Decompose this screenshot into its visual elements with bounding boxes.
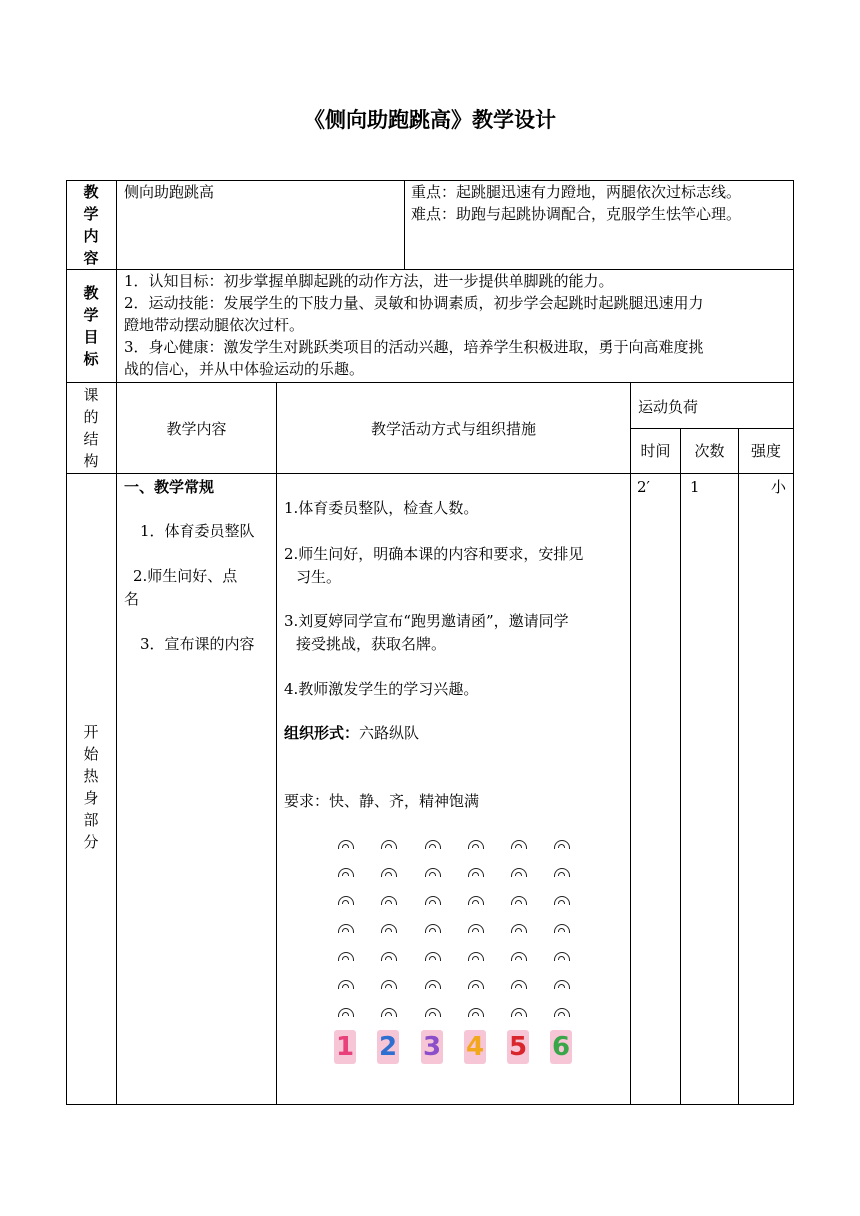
header-intensity: 强度 [750, 442, 781, 460]
student-marker-icon [468, 896, 484, 905]
teaching-goals [124, 270, 790, 380]
student-marker-icon [554, 868, 570, 877]
student-marker-icon [338, 1008, 354, 1017]
header-count: 次数 [694, 442, 725, 460]
formation-number-1: 1 [335, 1032, 355, 1062]
student-marker-icon [381, 924, 397, 933]
student-marker-icon [468, 924, 484, 933]
load-time: 2′ [637, 478, 650, 496]
formation-number-5: 5 [508, 1032, 528, 1062]
header-exercise-load: 运动负荷 [638, 398, 699, 416]
student-marker-icon [511, 924, 527, 933]
student-marker-icon [338, 980, 354, 989]
student-marker-icon [381, 952, 397, 961]
routine-item: 1．体育委员整队 [140, 522, 255, 540]
student-marker-icon [338, 952, 354, 961]
lesson-topic: 侧向助跑跳高 [124, 183, 215, 201]
organization-label: 组织形式： [284, 724, 360, 742]
difficulty-point: 难点：助跑与起跳协调配合，克服学生怯竿心理。 [411, 205, 742, 223]
student-marker-icon [468, 840, 484, 849]
header-activities: 教学活动方式与组织措施 [370, 420, 536, 438]
load-intensity: 小 [771, 478, 787, 496]
student-marker-icon [554, 924, 570, 933]
goal-line: 蹬地带动摆动腿依次过杆。 [124, 316, 305, 334]
student-marker-icon [381, 896, 397, 905]
student-marker-icon [381, 868, 397, 877]
student-marker-icon [511, 980, 527, 989]
student-marker-icon [468, 952, 484, 961]
student-marker-icon [511, 840, 527, 849]
student-marker-icon [554, 980, 570, 989]
header-lesson-structure: 课 的 结 构 [83, 386, 99, 470]
document-title: 《侧向助跑跳高》教学设计 [304, 108, 556, 132]
student-marker-icon [425, 896, 441, 905]
routine-item: 2.师生问好、点 [133, 567, 238, 585]
routine-item: 名 [124, 590, 140, 608]
student-marker-icon [511, 868, 527, 877]
student-marker-icon [554, 896, 570, 905]
student-marker-icon [511, 952, 527, 961]
student-marker-icon [511, 1008, 527, 1017]
organization-form [284, 722, 419, 744]
formation-number-6: 6 [551, 1032, 571, 1062]
student-marker-icon [554, 840, 570, 849]
formation-number-2: 2 [378, 1032, 398, 1062]
student-marker-icon [468, 1008, 484, 1017]
goal-line: 战的信心，并从中体验运动的乐趣。 [124, 360, 365, 378]
student-marker-icon [425, 952, 441, 961]
goal-line: 2．运动技能：发展学生的下肢力量、灵敏和协调素质，初步学会起跳时起跳腿迅速用力 [124, 294, 704, 312]
student-marker-icon [425, 924, 441, 933]
activity-line: 接受挑战，获取名牌。 [296, 635, 447, 653]
requirement: 要求：快、静、齐，精神饱满 [284, 792, 480, 810]
activity-line: 习生。 [296, 568, 342, 586]
header-time: 时间 [640, 442, 671, 460]
student-marker-icon [381, 980, 397, 989]
student-marker-icon [468, 980, 484, 989]
row-header-teaching-content: 教 学 内 容 [83, 183, 99, 267]
formation-number-4: 4 [465, 1032, 485, 1062]
student-marker-icon [338, 924, 354, 933]
key-point: 重点：起跳腿迅速有力蹬地，两腿依次过标志线。 [411, 183, 742, 201]
student-marker-icon [425, 980, 441, 989]
student-marker-icon [554, 952, 570, 961]
student-marker-icon [468, 868, 484, 877]
organization-value: 六路纵队 [359, 724, 420, 742]
goal-line: 1．认知目标：初步掌握单脚起跳的动作方法，进一步提供单脚跳的能力。 [124, 272, 614, 290]
student-marker-icon [425, 840, 441, 849]
goal-line: 3．身心健康：激发学生对跳跃类项目的活动兴趣，培养学生积极进取，勇于向高难度挑 [124, 338, 704, 356]
student-marker-icon [425, 868, 441, 877]
student-marker-icon [338, 896, 354, 905]
student-marker-icon [381, 840, 397, 849]
student-marker-icon [338, 840, 354, 849]
activity-line: 2.师生问好，明确本课的内容和要求，安排见 [284, 545, 584, 563]
row-header-teaching-goals: 教 学 目 标 [83, 284, 99, 368]
student-marker-icon [338, 868, 354, 877]
student-marker-icon [511, 896, 527, 905]
section-warmup-label: 开 始 热 身 部 分 [83, 723, 99, 851]
student-marker-icon [554, 1008, 570, 1017]
header-teaching-content: 教学内容 [166, 420, 227, 438]
load-count: 1 [690, 478, 700, 496]
student-marker-icon [381, 1008, 397, 1017]
routine-item: 3．宣布课的内容 [140, 635, 255, 653]
routine-heading: 一、教学常规 [124, 478, 215, 496]
formation-number-3: 3 [422, 1032, 442, 1062]
student-marker-icon [425, 1008, 441, 1017]
activity-line: 1.体育委员整队，检查人数。 [284, 499, 479, 517]
activity-line: 3.刘夏婷同学宣布“跑男邀请函”，邀请同学 [284, 612, 569, 630]
activity-line: 4.教师激发学生的学习兴趣。 [284, 680, 479, 698]
